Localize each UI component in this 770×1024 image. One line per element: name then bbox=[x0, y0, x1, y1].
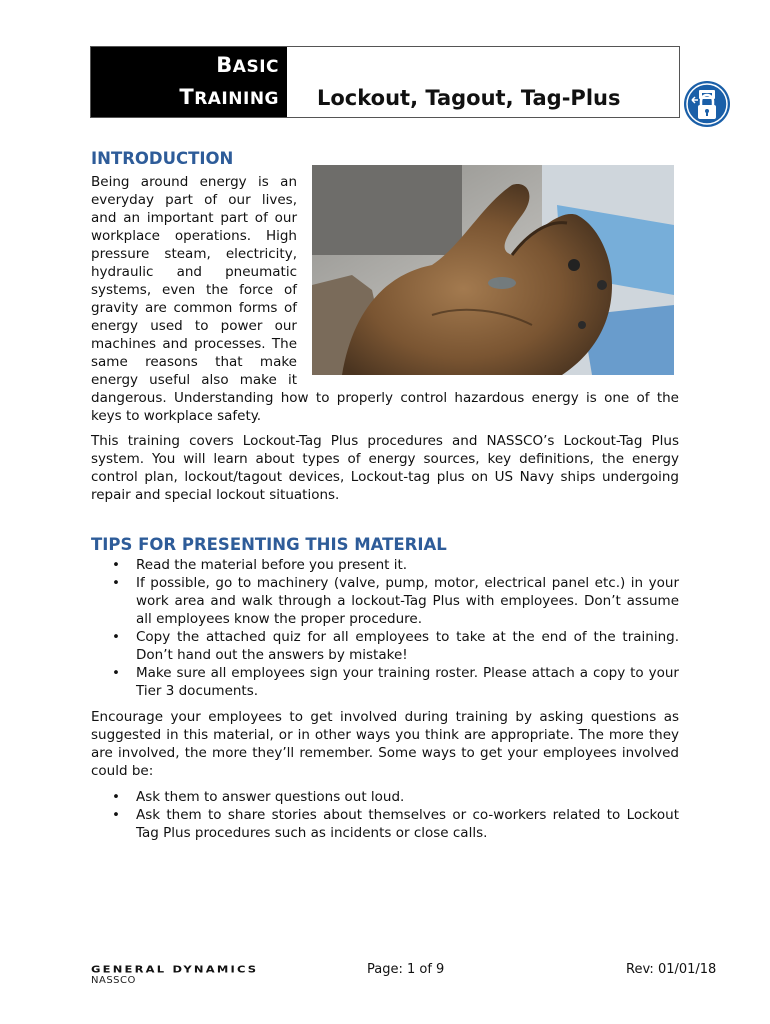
ways-list bbox=[91, 788, 679, 842]
document-title: Lockout, Tagout, Tag-Plus bbox=[317, 86, 621, 110]
intro-paragraph-1-wrap bbox=[91, 173, 679, 425]
tips-heading: TIPS FOR PRESENTING THIS MATERIAL bbox=[91, 535, 447, 554]
intro-paragraph-1: Being around energy is an everyday part of our lives, and an important part of our workplace operations. High pressure steam, electricity, hydraulic and pneumatic systems, even the force of gravity are common forms of energy used to power our machines and processes. The same reasons that make energy useful also make it dangerous. Understanding how to properly control hazardous energy is one of the keys to workplace safety. bbox=[91, 174, 679, 424]
document-header bbox=[90, 46, 680, 118]
encourage-paragraph: Encourage your employees to get involved during training by asking questions as suggested in this material, or in other ways you think are appropriate. The more they are involved, the more they’ll remember. Some ways to get your employees involved could be: bbox=[91, 709, 679, 779]
introduction-heading: INTRODUCTION bbox=[91, 149, 234, 168]
list-item: • If possible, go to machinery (valve, pump, motor, electrical panel etc.) in your work area and walk through a lockout-Tag Plus with employees. Don’t assume all employees know the proper procedure. bbox=[112, 575, 679, 627]
intro-paragraph-2: This training covers Lockout-Tag Plus procedures and NASSCO’s Lockout-Tag Plus system. You will learn about types of energy sources, key definitions, the energy control plan, lockout/tagout devices, Lockout-tag plus on US Navy ships undergoing repair and special lockout situations. bbox=[91, 433, 679, 503]
tips-list bbox=[91, 556, 679, 700]
revision-date: Rev: 01/01/18 bbox=[626, 962, 717, 977]
list-item: • Ask them to share stories about themselves or co-workers related to Lockout Tag Plus procedures such as incidents or close calls. bbox=[112, 807, 679, 841]
basic-training-label bbox=[91, 47, 287, 117]
lock-icon bbox=[683, 80, 731, 128]
label-line-basic: BASIC bbox=[216, 53, 279, 77]
list-item: • Copy the attached quiz for all employees to take at the end of the training. Don’t hand out the answers by mistake! bbox=[112, 629, 679, 663]
list-item: • Read the material before you present it. bbox=[112, 557, 408, 573]
logo-sub: NASSCO bbox=[91, 975, 136, 986]
page-number: Page: 1 of 9 bbox=[367, 962, 445, 977]
list-item: • Ask them to answer questions out loud. bbox=[112, 789, 405, 805]
logo-name: GENERAL DYNAMICS bbox=[91, 963, 259, 975]
label-line-training: TRAINING bbox=[179, 85, 279, 109]
general-dynamics-logo bbox=[91, 963, 258, 986]
list-item: • Make sure all employees sign your training roster. Please attach a copy to your Tier 3 documents. bbox=[112, 665, 679, 699]
